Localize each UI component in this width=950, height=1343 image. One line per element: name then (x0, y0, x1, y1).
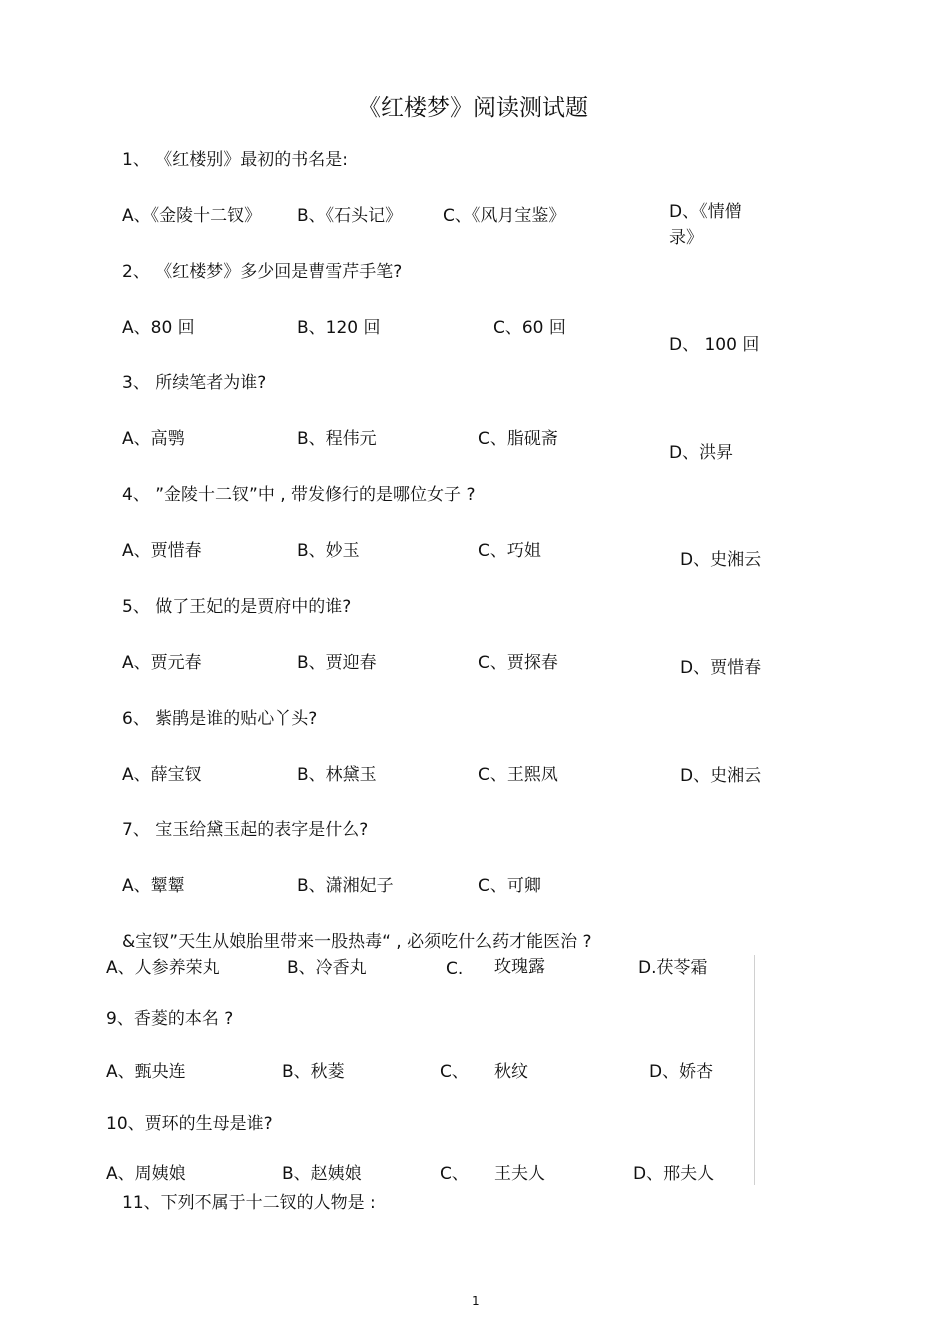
question-6-option-a: A、薛宝钗 (122, 765, 202, 785)
question-5-stem: 5、 做了王妃的是贾府中的谁? (122, 597, 352, 617)
question-3-option-a: A、高鹗 (122, 429, 185, 449)
question-1-stem: 1、 《红楼别》最初的书名是: (122, 150, 348, 170)
question-5-option-a: A、贾元春 (122, 653, 202, 673)
question-10-stem: 10、贾环的生母是谁? (106, 1114, 273, 1134)
question-9-option-b: B、秋菱 (282, 1062, 345, 1082)
question-1-option-c: C、《风月宝鉴》 (443, 206, 566, 226)
question-3-option-b: B、程伟元 (297, 429, 377, 449)
question-10-option-a: A、周姨娘 (106, 1164, 186, 1184)
question-4-option-b: B、妙玉 (297, 541, 360, 561)
question-3-option-d: D、洪昇 (669, 443, 734, 463)
question-2-option-c: C、60 回 (493, 318, 566, 338)
question-9-option-a: A、甄央连 (106, 1062, 186, 1082)
question-1-option-d: D、《情僧 (669, 202, 742, 222)
question-4-option-a: A、贾惜春 (122, 541, 202, 561)
question-6-option-d: D、史湘云 (680, 766, 762, 786)
question-2-stem: 2、 《红楼梦》多少回是曹雪芹手笔? (122, 262, 403, 282)
question-4-stem: 4、 ”金陵十二钗”中 , 带发修行的是哪位女子 ? (122, 485, 476, 505)
question-6-stem: 6、 紫鹃是谁的贴心丫头? (122, 709, 318, 729)
question-4-option-d: D、史湘云 (680, 550, 762, 570)
question-7-option-b: B、潇湘妃子 (297, 876, 394, 896)
page-number: 1 (472, 1294, 480, 1308)
question-7-option-c: C、可卿 (478, 876, 541, 896)
question-3-stem: 3、 所续笔者为谁? (122, 373, 267, 393)
question-9-option-c-label: C、 (440, 1062, 469, 1082)
question-8-option-c-label: C. (446, 959, 464, 979)
question-10-option-b: B、赵姨娘 (282, 1164, 362, 1184)
question-3-option-c: C、脂砚斋 (478, 429, 558, 449)
question-8-option-c: 玫瑰露 (494, 957, 545, 977)
question-10-option-c: 王夫人 (494, 1164, 545, 1184)
question-1-option-b: B、《石头记》 (297, 206, 403, 226)
question-1-option-d-cont: 录》 (669, 228, 703, 248)
page-title: 《红楼梦》阅读测试题 (358, 95, 588, 121)
question-8-option-d: D.茯苓霜 (638, 958, 708, 978)
question-4-option-c: C、巧姐 (478, 541, 541, 561)
question-8-option-b: B、冷香丸 (287, 958, 367, 978)
question-8-stem: &宝钗”天生从娘胎里带来一股热毒“ , 必须吃什么药才能医治 ? (122, 932, 592, 952)
question-2-option-b: B、120 回 (297, 318, 381, 338)
question-6-option-b: B、林黛玉 (297, 765, 377, 785)
question-11-stem: 11、下列不属于十二钗的人物是 : (122, 1193, 376, 1213)
question-7-stem: 7、 宝玉给黛玉起的表字是什么? (122, 820, 369, 840)
table-border-line (754, 955, 755, 1185)
question-10-option-d: D、邢夫人 (633, 1164, 715, 1184)
question-2-option-d: D、 100 回 (669, 335, 760, 355)
question-1-option-a: A、《金陵十二钗》 (122, 206, 262, 226)
question-7-option-a: A、颦颦 (122, 876, 185, 896)
question-2-option-a: A、80 回 (122, 318, 195, 338)
question-8-option-a: A、人参养荣丸 (106, 958, 220, 978)
question-6-option-c: C、王熙凤 (478, 765, 558, 785)
question-5-option-d: D、贾惜春 (680, 658, 762, 678)
question-10-option-c-label: C、 (440, 1164, 469, 1184)
question-5-option-c: C、贾探春 (478, 653, 558, 673)
question-9-option-c: 秋纹 (494, 1062, 528, 1082)
question-9-option-d: D、娇杏 (649, 1062, 714, 1082)
question-9-stem: 9、香菱的本名 ? (106, 1009, 234, 1029)
question-5-option-b: B、贾迎春 (297, 653, 377, 673)
